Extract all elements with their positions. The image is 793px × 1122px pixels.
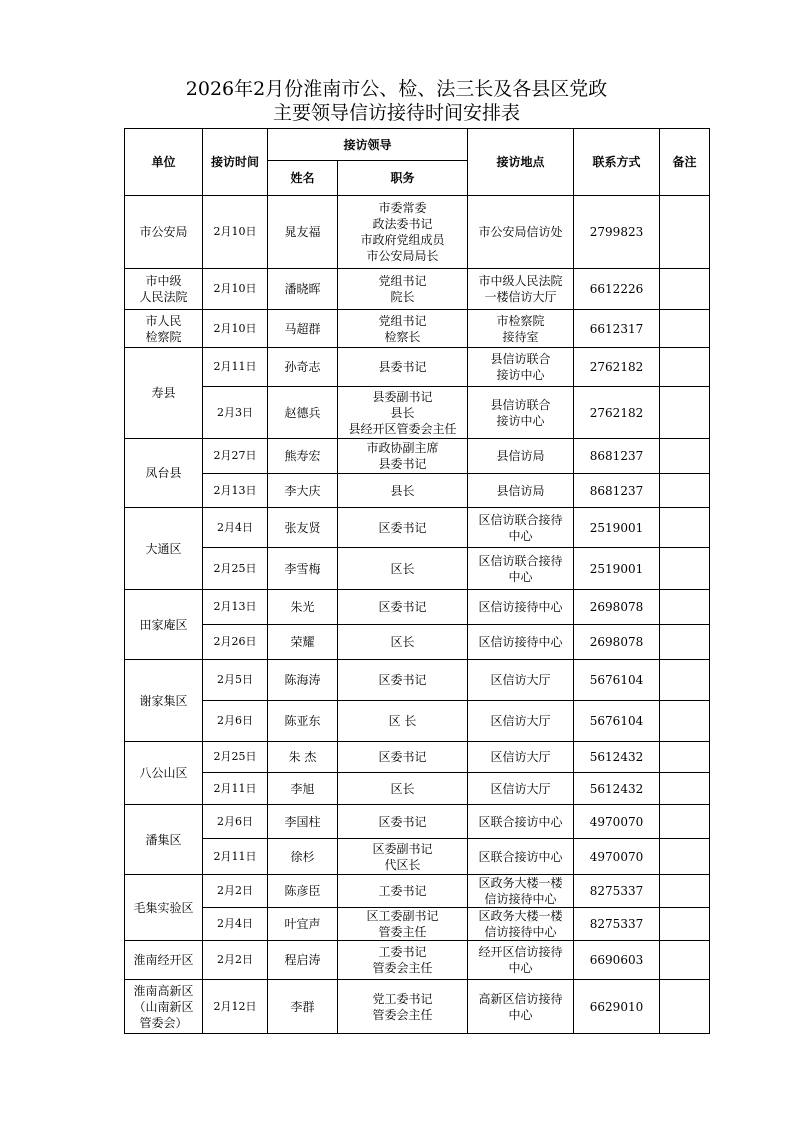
note-cell bbox=[660, 660, 710, 701]
unit-cell bbox=[125, 196, 203, 269]
place-cell bbox=[468, 839, 574, 875]
name-cell bbox=[268, 908, 338, 941]
position-text: 党组书记 检察长 bbox=[378, 313, 427, 344]
time-cell bbox=[203, 590, 268, 625]
contact-cell bbox=[574, 701, 660, 742]
name-text: 李雪梅 bbox=[284, 561, 321, 576]
time-cell bbox=[203, 908, 268, 941]
time-cell bbox=[203, 548, 268, 590]
contact-cell bbox=[574, 196, 660, 269]
place-text: 区信访大厅 bbox=[490, 673, 551, 687]
note-cell bbox=[660, 980, 710, 1034]
contact-text: 4970070 bbox=[589, 849, 644, 864]
time-text: 2月11日 bbox=[213, 781, 257, 795]
place-cell bbox=[468, 773, 574, 805]
position-cell bbox=[338, 474, 468, 508]
position-cell bbox=[338, 908, 468, 941]
place-cell bbox=[468, 387, 574, 439]
position-text: 区委书记 bbox=[378, 520, 427, 535]
position-text: 市政协副主席 县委书记 bbox=[366, 441, 439, 471]
position-cell bbox=[338, 508, 468, 548]
unit-cell bbox=[125, 439, 203, 508]
table-row bbox=[125, 908, 710, 941]
name-cell bbox=[268, 196, 338, 269]
position-cell bbox=[338, 310, 468, 348]
unit-label: 大通区 bbox=[145, 541, 182, 556]
contact-text: 4970070 bbox=[589, 814, 644, 829]
name-text: 李旭 bbox=[290, 781, 315, 796]
table-row bbox=[125, 439, 710, 474]
time-cell bbox=[203, 196, 268, 269]
note-cell bbox=[660, 269, 710, 310]
position-cell bbox=[338, 625, 468, 660]
name-cell bbox=[268, 310, 338, 348]
place-cell bbox=[468, 269, 574, 310]
document-title-line2: 主要领导信访接待时间安排表 bbox=[272, 102, 520, 124]
header-note: 备注 bbox=[660, 129, 710, 196]
contact-text: 2519001 bbox=[589, 561, 644, 576]
name-text: 李国柱 bbox=[284, 814, 321, 829]
note-cell bbox=[660, 941, 710, 980]
place-cell bbox=[468, 742, 574, 773]
time-cell bbox=[203, 387, 268, 439]
place-text: 区信访大厅 bbox=[490, 781, 551, 796]
position-text: 党工委书记 管委会主任 bbox=[372, 991, 433, 1022]
unit-cell bbox=[125, 269, 203, 310]
contact-cell bbox=[574, 508, 660, 548]
contact-cell bbox=[574, 439, 660, 474]
time-text: 2月13日 bbox=[213, 600, 257, 613]
name-cell bbox=[268, 941, 338, 980]
time-text: 2月3日 bbox=[217, 405, 253, 419]
position-text: 区委书记 bbox=[378, 814, 427, 829]
name-cell bbox=[268, 875, 338, 908]
contact-text: 2762182 bbox=[589, 405, 644, 420]
note-cell bbox=[660, 805, 710, 839]
position-text: 区委书记 bbox=[378, 600, 427, 614]
table-row bbox=[125, 590, 710, 625]
position-cell bbox=[338, 980, 468, 1034]
contact-cell bbox=[574, 839, 660, 875]
time-cell bbox=[203, 980, 268, 1034]
time-cell bbox=[203, 839, 268, 875]
name-text: 张友贤 bbox=[284, 520, 321, 535]
contact-text: 2762182 bbox=[589, 360, 644, 374]
name-text: 潘晓晖 bbox=[284, 282, 321, 296]
name-cell bbox=[268, 474, 338, 508]
position-text: 区长 bbox=[390, 781, 415, 796]
place-text: 区政务大楼一楼 信访接待中心 bbox=[478, 876, 563, 906]
unit-cell bbox=[125, 742, 203, 805]
position-text: 县委书记 bbox=[378, 360, 427, 374]
contact-text: 8681237 bbox=[589, 449, 644, 463]
place-cell bbox=[468, 701, 574, 742]
contact-cell bbox=[574, 773, 660, 805]
time-text: 2月4日 bbox=[217, 520, 253, 534]
time-cell bbox=[203, 941, 268, 980]
table-row bbox=[125, 548, 710, 590]
unit-label: 八公山区 bbox=[139, 766, 188, 780]
time-text: 2月10日 bbox=[213, 321, 257, 335]
place-text: 区政务大楼一楼 信访接待中心 bbox=[478, 909, 563, 939]
header-unit: 单位 bbox=[125, 129, 203, 196]
table-row bbox=[125, 625, 710, 660]
note-cell bbox=[660, 548, 710, 590]
table-row bbox=[125, 839, 710, 875]
position-cell bbox=[338, 387, 468, 439]
place-text: 市公安局信访处 bbox=[478, 225, 563, 239]
name-cell bbox=[268, 773, 338, 805]
position-cell bbox=[338, 660, 468, 701]
place-text: 市检察院 接待室 bbox=[496, 313, 545, 344]
unit-label: 谢家集区 bbox=[139, 693, 188, 708]
contact-cell bbox=[574, 660, 660, 701]
name-cell bbox=[268, 625, 338, 660]
place-text: 区联合接访中心 bbox=[478, 849, 563, 864]
time-cell bbox=[203, 742, 268, 773]
position-cell bbox=[338, 196, 468, 269]
time-text: 2月12日 bbox=[213, 999, 257, 1013]
unit-cell bbox=[125, 875, 203, 941]
name-cell bbox=[268, 439, 338, 474]
place-cell bbox=[468, 508, 574, 548]
table-row bbox=[125, 508, 710, 548]
header-time: 接访时间 bbox=[203, 129, 268, 196]
name-cell bbox=[268, 742, 338, 773]
contact-text: 8275337 bbox=[589, 917, 644, 931]
contact-cell bbox=[574, 269, 660, 310]
place-cell bbox=[468, 548, 574, 590]
header-name: 姓名 bbox=[268, 161, 338, 196]
contact-text: 8681237 bbox=[589, 483, 644, 498]
note-cell bbox=[660, 773, 710, 805]
table-row bbox=[125, 269, 710, 310]
unit-label: 淮南经开区 bbox=[133, 953, 194, 967]
place-text: 县信访联合 接访中心 bbox=[490, 397, 551, 428]
name-cell bbox=[268, 508, 338, 548]
table-row bbox=[125, 875, 710, 908]
position-cell bbox=[338, 348, 468, 387]
note-cell bbox=[660, 196, 710, 269]
contact-cell bbox=[574, 548, 660, 590]
header-place: 接访地点 bbox=[468, 129, 574, 196]
note-cell bbox=[660, 875, 710, 908]
time-cell bbox=[203, 875, 268, 908]
time-cell bbox=[203, 439, 268, 474]
position-text: 区委副书记 代区长 bbox=[372, 841, 433, 872]
time-cell bbox=[203, 660, 268, 701]
place-text: 区信访接待中心 bbox=[478, 600, 563, 614]
position-cell bbox=[338, 941, 468, 980]
note-cell bbox=[660, 625, 710, 660]
header-position: 职务 bbox=[338, 161, 468, 196]
contact-cell bbox=[574, 805, 660, 839]
time-text: 2月25日 bbox=[213, 750, 257, 763]
name-cell bbox=[268, 805, 338, 839]
name-text: 孙奇志 bbox=[284, 360, 321, 374]
name-text: 叶宜声 bbox=[284, 917, 321, 931]
contact-text: 6612317 bbox=[589, 321, 644, 336]
contact-text: 2698078 bbox=[589, 600, 644, 614]
unit-cell bbox=[125, 980, 203, 1034]
table-row bbox=[125, 196, 710, 269]
position-cell bbox=[338, 773, 468, 805]
table-row bbox=[125, 387, 710, 439]
contact-cell bbox=[574, 875, 660, 908]
name-text: 程启涛 bbox=[284, 953, 321, 967]
name-text: 陈亚东 bbox=[284, 714, 321, 728]
time-text: 2月25日 bbox=[213, 561, 257, 575]
name-cell bbox=[268, 387, 338, 439]
position-cell bbox=[338, 742, 468, 773]
unit-cell bbox=[125, 348, 203, 439]
name-text: 陈彦臣 bbox=[284, 884, 321, 898]
document-title-line1: 2026年2月份淮南市公、检、法三长及各县区党政 bbox=[185, 78, 608, 100]
unit-label: 市中级 人民法院 bbox=[139, 274, 188, 304]
table-row bbox=[125, 310, 710, 348]
contact-cell bbox=[574, 980, 660, 1034]
table-row bbox=[125, 805, 710, 839]
name-text: 荣耀 bbox=[290, 635, 315, 649]
unit-label: 寿县 bbox=[151, 386, 176, 400]
contact-cell bbox=[574, 387, 660, 439]
contact-cell bbox=[574, 908, 660, 941]
table-row bbox=[125, 348, 710, 387]
name-text: 朱 杰 bbox=[288, 750, 317, 764]
contact-text: 2799823 bbox=[589, 225, 644, 239]
time-text: 2月11日 bbox=[213, 849, 257, 863]
position-cell bbox=[338, 548, 468, 590]
position-cell bbox=[338, 269, 468, 310]
place-cell bbox=[468, 196, 574, 269]
time-text: 2月10日 bbox=[213, 282, 257, 295]
place-cell bbox=[468, 439, 574, 474]
unit-cell bbox=[125, 508, 203, 590]
contact-text: 2698078 bbox=[589, 635, 644, 649]
contact-cell bbox=[574, 941, 660, 980]
time-text: 2月4日 bbox=[217, 917, 253, 930]
contact-text: 6690603 bbox=[589, 953, 644, 967]
name-text: 李群 bbox=[290, 999, 315, 1014]
place-text: 区信访联合接待 中心 bbox=[478, 553, 563, 584]
unit-label: 毛集实验区 bbox=[133, 900, 194, 915]
note-cell bbox=[660, 839, 710, 875]
time-text: 2月10日 bbox=[213, 225, 257, 238]
table-row bbox=[125, 701, 710, 742]
time-cell bbox=[203, 310, 268, 348]
contact-cell bbox=[574, 625, 660, 660]
contact-text: 5676104 bbox=[589, 714, 644, 728]
time-cell bbox=[203, 348, 268, 387]
unit-cell bbox=[125, 310, 203, 348]
contact-cell bbox=[574, 742, 660, 773]
name-text: 朱光 bbox=[290, 600, 315, 614]
place-text: 区信访联合接待 中心 bbox=[478, 512, 563, 543]
note-cell bbox=[660, 742, 710, 773]
contact-text: 2519001 bbox=[589, 520, 644, 535]
name-text: 赵德兵 bbox=[284, 405, 321, 420]
place-cell bbox=[468, 310, 574, 348]
time-cell bbox=[203, 625, 268, 660]
position-cell bbox=[338, 701, 468, 742]
position-text: 区长 bbox=[390, 561, 415, 576]
name-text: 陈海涛 bbox=[284, 673, 321, 687]
time-text: 2月6日 bbox=[217, 714, 253, 727]
unit-label: 潘集区 bbox=[145, 832, 182, 847]
time-text: 2月27日 bbox=[213, 449, 257, 462]
unit-cell bbox=[125, 590, 203, 660]
contact-text: 6612226 bbox=[589, 282, 644, 296]
contact-text: 5676104 bbox=[589, 673, 644, 687]
position-text: 工委书记 管委会主任 bbox=[372, 945, 433, 975]
unit-label: 市公安局 bbox=[139, 225, 188, 239]
header-leader: 接访领导 bbox=[268, 129, 468, 161]
place-text: 经开区信访接待 中心 bbox=[478, 945, 563, 975]
place-text: 高新区信访接待 中心 bbox=[478, 991, 563, 1022]
contact-cell bbox=[574, 590, 660, 625]
note-cell bbox=[660, 387, 710, 439]
place-cell bbox=[468, 590, 574, 625]
time-cell bbox=[203, 508, 268, 548]
time-text: 2月2日 bbox=[217, 884, 253, 897]
time-cell bbox=[203, 701, 268, 742]
place-text: 区信访大厅 bbox=[490, 714, 551, 728]
position-cell bbox=[338, 875, 468, 908]
time-text: 2月13日 bbox=[213, 483, 257, 497]
note-cell bbox=[660, 590, 710, 625]
unit-cell bbox=[125, 660, 203, 742]
place-text: 县信访联合 接访中心 bbox=[490, 352, 551, 382]
table-row bbox=[125, 660, 710, 701]
contact-text: 6629010 bbox=[589, 999, 644, 1014]
unit-cell bbox=[125, 941, 203, 980]
name-cell bbox=[268, 701, 338, 742]
unit-label: 淮南高新区 （山南新区 管委会） bbox=[133, 983, 194, 1030]
name-text: 马超群 bbox=[284, 321, 321, 336]
position-text: 工委书记 bbox=[378, 884, 427, 898]
name-text: 徐杉 bbox=[290, 849, 315, 864]
place-text: 区信访大厅 bbox=[490, 750, 551, 764]
position-text: 县委副书记 县长 县经开区管委会主任 bbox=[348, 389, 457, 436]
name-cell bbox=[268, 590, 338, 625]
position-text: 县长 bbox=[390, 483, 415, 498]
position-text: 区 长 bbox=[388, 714, 417, 728]
time-cell bbox=[203, 269, 268, 310]
position-text: 区长 bbox=[390, 635, 415, 649]
table-row bbox=[125, 941, 710, 980]
name-text: 晁友福 bbox=[284, 225, 321, 239]
place-cell bbox=[468, 875, 574, 908]
note-cell bbox=[660, 508, 710, 548]
note-cell bbox=[660, 474, 710, 508]
table-row bbox=[125, 742, 710, 773]
table-row bbox=[125, 773, 710, 805]
time-text: 2月11日 bbox=[213, 360, 257, 373]
position-cell bbox=[338, 805, 468, 839]
place-cell bbox=[468, 625, 574, 660]
table-row bbox=[125, 474, 710, 508]
place-cell bbox=[468, 941, 574, 980]
place-cell bbox=[468, 805, 574, 839]
name-text: 熊寿宏 bbox=[284, 449, 321, 463]
note-cell bbox=[660, 439, 710, 474]
contact-text: 5612432 bbox=[589, 750, 644, 764]
contact-text: 5612432 bbox=[589, 781, 644, 796]
place-cell bbox=[468, 908, 574, 941]
position-text: 市委常委 政法委书记 市政府党组成员 市公安局局长 bbox=[360, 201, 445, 263]
position-text: 党组书记 院长 bbox=[378, 274, 427, 304]
header-contact: 联系方式 bbox=[574, 129, 660, 196]
place-text: 区联合接访中心 bbox=[478, 814, 563, 829]
place-cell bbox=[468, 348, 574, 387]
time-cell bbox=[203, 805, 268, 839]
table-row bbox=[125, 980, 710, 1034]
name-cell bbox=[268, 980, 338, 1034]
name-cell bbox=[268, 348, 338, 387]
place-text: 市中级人民法院 一楼信访大厅 bbox=[478, 274, 563, 304]
note-cell bbox=[660, 908, 710, 941]
position-cell bbox=[338, 839, 468, 875]
time-text: 2月26日 bbox=[213, 635, 257, 648]
place-text: 区信访接待中心 bbox=[478, 635, 563, 649]
position-cell bbox=[338, 590, 468, 625]
position-text: 区委书记 bbox=[378, 673, 427, 687]
contact-cell bbox=[574, 474, 660, 508]
place-text: 县信访局 bbox=[496, 449, 545, 463]
name-cell bbox=[268, 839, 338, 875]
time-text: 2月6日 bbox=[217, 814, 253, 828]
place-cell bbox=[468, 660, 574, 701]
place-cell bbox=[468, 980, 574, 1034]
contact-cell bbox=[574, 310, 660, 348]
position-cell bbox=[338, 439, 468, 474]
contact-text: 8275337 bbox=[589, 884, 644, 898]
position-text: 区委书记 bbox=[378, 750, 427, 764]
time-text: 2月5日 bbox=[217, 673, 253, 686]
time-cell bbox=[203, 773, 268, 805]
time-cell bbox=[203, 474, 268, 508]
contact-cell bbox=[574, 348, 660, 387]
unit-label: 市人民 检察院 bbox=[145, 313, 182, 344]
unit-label: 凤台县 bbox=[145, 466, 182, 480]
name-cell bbox=[268, 269, 338, 310]
name-text: 李大庆 bbox=[284, 483, 321, 498]
unit-label: 田家庵区 bbox=[139, 617, 188, 632]
place-cell bbox=[468, 474, 574, 508]
note-cell bbox=[660, 348, 710, 387]
note-cell bbox=[660, 701, 710, 742]
schedule-table bbox=[124, 128, 710, 1034]
time-text: 2月2日 bbox=[217, 953, 253, 966]
unit-cell bbox=[125, 805, 203, 875]
name-cell bbox=[268, 660, 338, 701]
position-text: 区工委副书记 管委主任 bbox=[366, 909, 439, 939]
name-cell bbox=[268, 548, 338, 590]
note-cell bbox=[660, 310, 710, 348]
place-text: 县信访局 bbox=[496, 483, 545, 498]
